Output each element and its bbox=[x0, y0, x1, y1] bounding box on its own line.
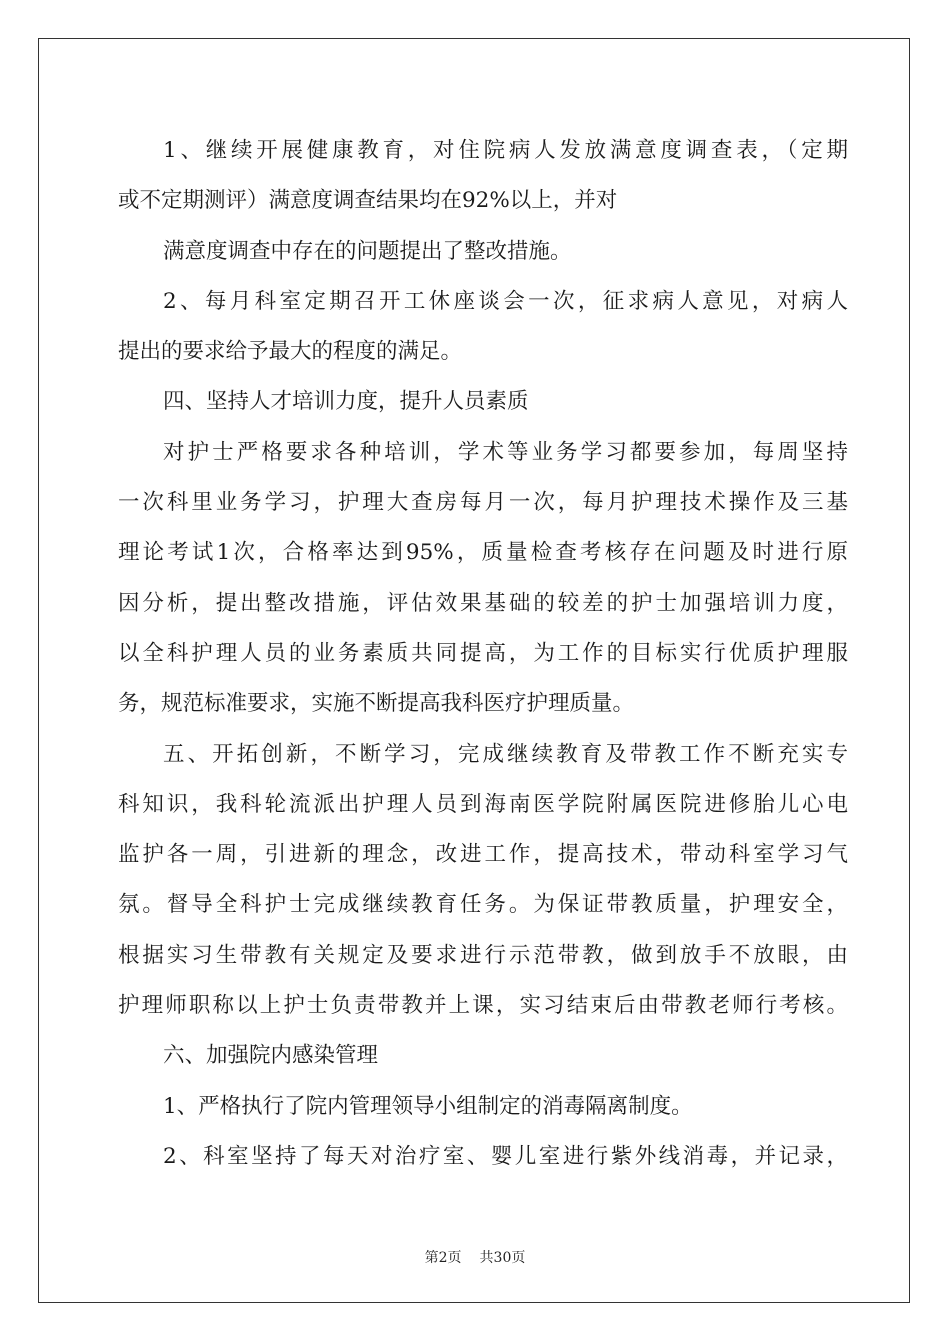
text-line: 务，规范标准要求，实施不断提高我科医疗护理质量。 bbox=[118, 691, 635, 717]
text-line: 对护士严格要求各种培训，学术等业务学习都要参加，每周坚持 bbox=[163, 439, 848, 465]
text-line: 或不定期测评）满意度调查结果均在92%以上，并对 bbox=[118, 188, 618, 214]
page-footer bbox=[0, 1247, 950, 1267]
total-pages: 共30页 bbox=[479, 1250, 526, 1266]
text-line: 2、科室坚持了每天对治疗室、婴儿室进行紫外线消毒，并记录， bbox=[163, 1143, 848, 1169]
text-line: 科知识，我科轮流派出护理人员到海南医学院附属医院进修胎儿心电 bbox=[118, 791, 848, 817]
text-line: 监护各一周，引进新的理念，改进工作，提高技术，带动科室学习气 bbox=[118, 842, 848, 868]
text-line: 1、继续开展健康教育，对住院病人发放满意度调查表，（定期 bbox=[163, 138, 848, 163]
document-body bbox=[118, 126, 848, 1182]
text-line: 1、严格执行了院内管理领导小组制定的消毒隔离制度。 bbox=[163, 1093, 693, 1119]
text-line: 满意度调查中存在的问题提出了整改措施。 bbox=[163, 238, 572, 264]
text-line: 提出的要求给予最大的程度的满足。 bbox=[118, 339, 463, 365]
text-line: 理论考试1次，合格率达到95%，质量检查考核存在问题及时进行原 bbox=[118, 540, 848, 566]
text-line: 根据实习生带教有关规定及要求进行示范带教，做到放手不放眼，由 bbox=[118, 942, 848, 968]
text-line: 五、开拓创新，不断学习，完成继续教育及带教工作不断充实专 bbox=[163, 741, 848, 767]
text-line: 护理师职称以上护士负责带教并上课，实习结束后由带教老师行考核。 bbox=[118, 993, 848, 1019]
text-line: 以全科护理人员的业务素质共同提高，为工作的目标实行优质护理服 bbox=[118, 640, 848, 666]
text-line: 氛。督导全科护士完成继续教育任务。为保证带教质量，护理安全， bbox=[118, 892, 848, 918]
text-line: 因分析，提出整改措施，评估效果基础的较差的护士加强培训力度， bbox=[118, 590, 848, 616]
text-line: 2、每月科室定期召开工休座谈会一次，征求病人意见，对病人 bbox=[163, 288, 848, 314]
text-line: 一次科里业务学习，护理大查房每月一次，每月护理技术操作及三基 bbox=[118, 490, 848, 516]
text-line: 六、加强院内感染管理 bbox=[163, 1043, 379, 1069]
page-number: 第2页 bbox=[424, 1250, 462, 1266]
text-line: 四、坚持人才培训力度，提升人员素质 bbox=[163, 389, 529, 415]
